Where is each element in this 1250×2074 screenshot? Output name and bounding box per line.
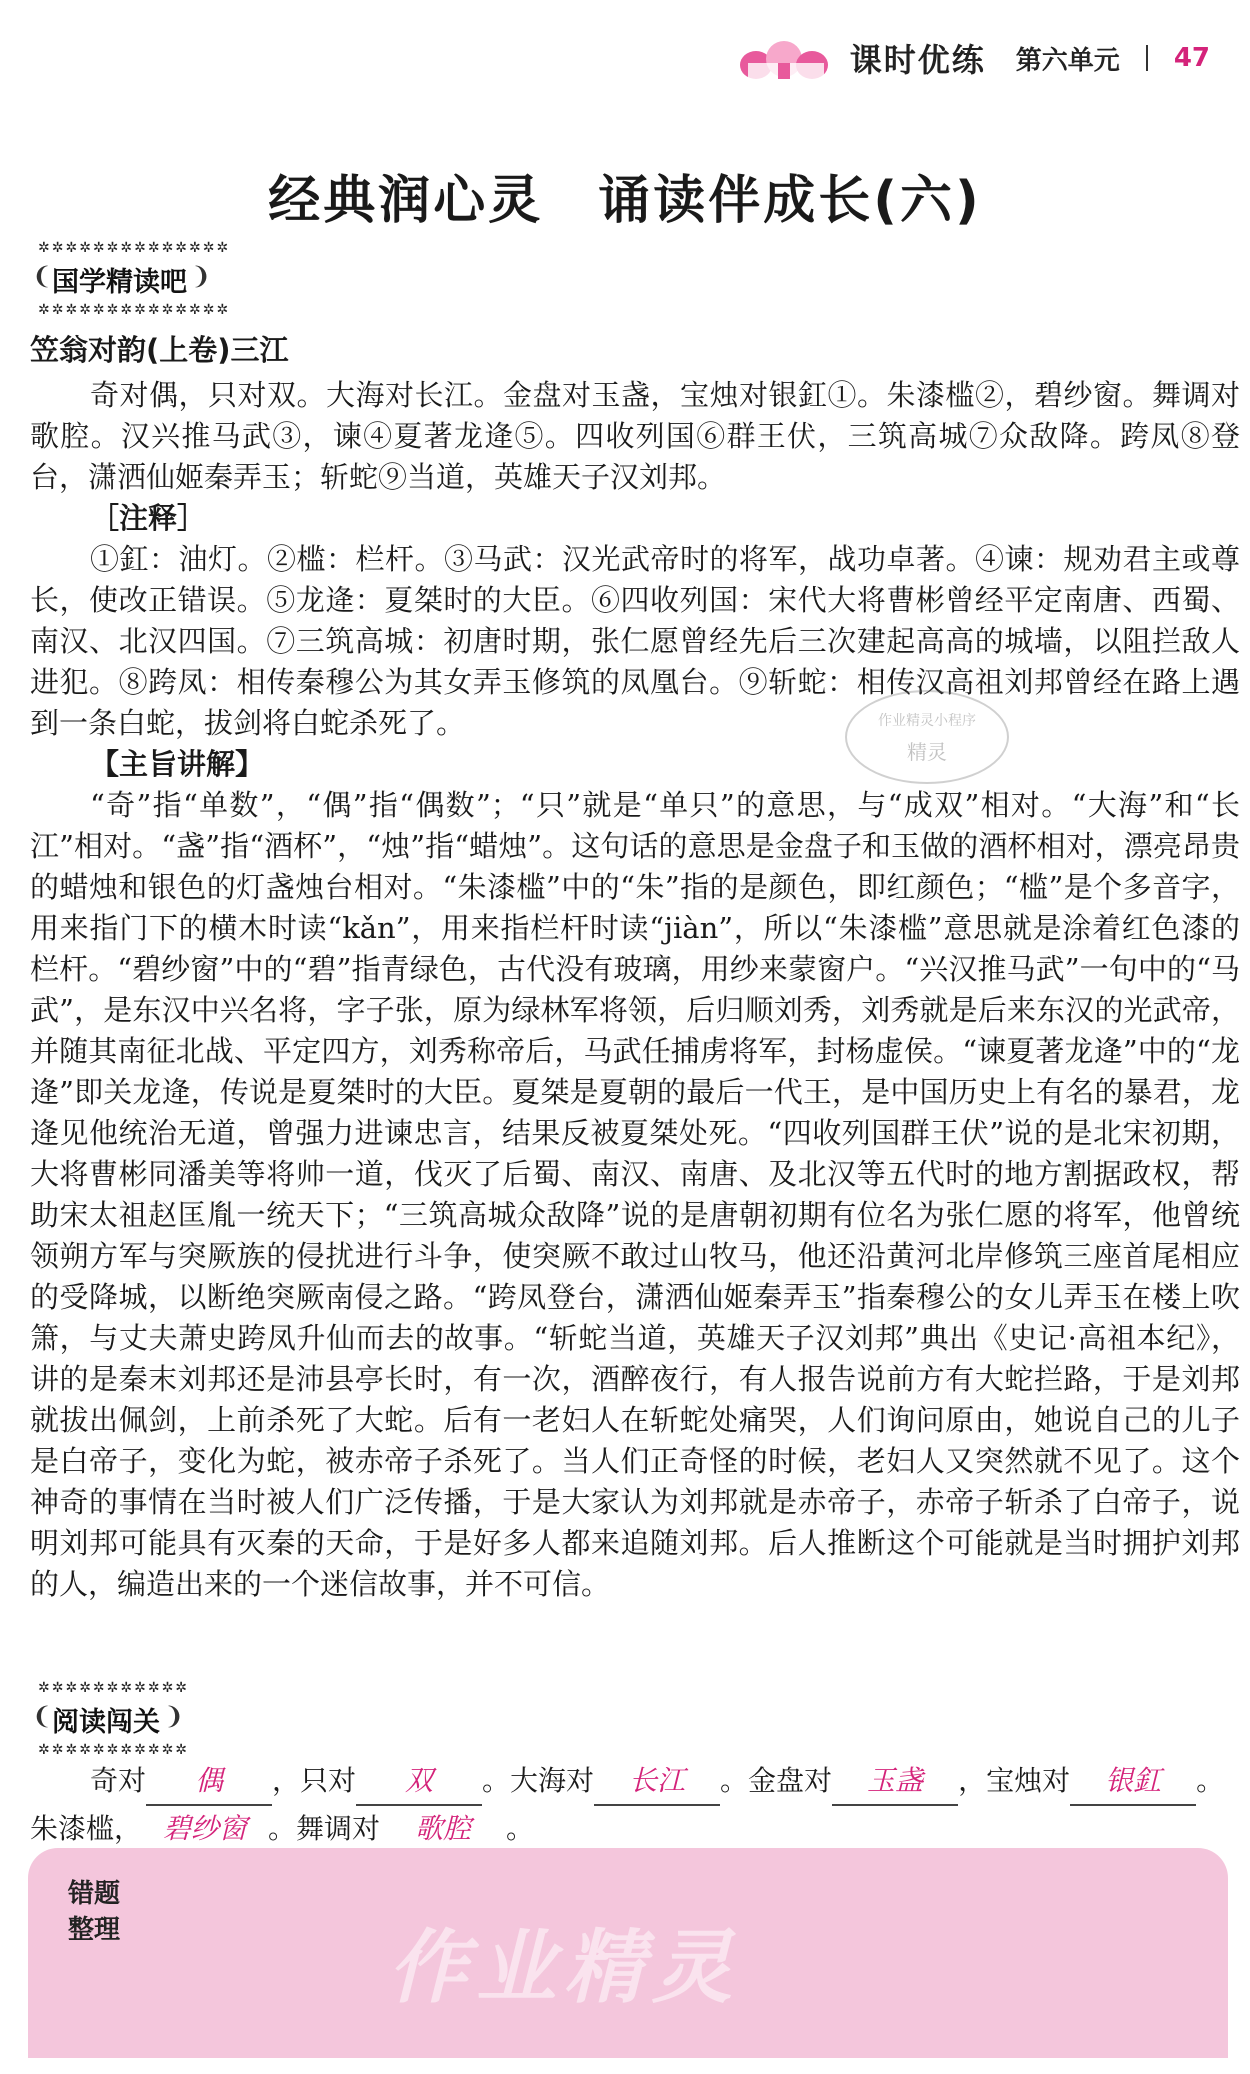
- right-bracket-ornament: ❩: [163, 1702, 184, 1730]
- section-label-reading: [28, 1680, 190, 1758]
- explanation-heading: 【主旨讲解】: [90, 747, 265, 781]
- exercise-text: ，宝烛对: [958, 1764, 1071, 1797]
- star-border-bottom: ✲✲✲✲✲✲✲✲✲✲✲✲✲✲: [38, 302, 231, 318]
- exercise-text: 。: [506, 1812, 535, 1845]
- star-border-top: ✲✲✲✲✲✲✲✲✲✲✲: [38, 1680, 190, 1696]
- exercise-text: 。金盘对: [720, 1764, 833, 1797]
- answer-blank[interactable]: 歌腔: [380, 1806, 506, 1854]
- answer-blank[interactable]: 双: [356, 1758, 482, 1806]
- stamp-text-mid: 精灵: [907, 740, 947, 764]
- notes-text: ①釭：油灯。②槛：栏杆。③马武：汉光武帝时的将军，战功卓著。④谏：规劝君主或尊长，使改正错误。⑤龙逄：夏桀时的大臣。⑥四收列国：宋代大将曹彬曾经平定南唐、西蜀、南汉、北汉四国。⑦三筑高城：初唐时期，张仁愿曾经先后三次建起高高的城墙，以阻拦敌人进犯。⑧跨凤：相传秦穆公为其女弄玉修筑的凤凰台。⑨斩蛇：相传汉高祖刘邦曾经在路上遇到一条白蛇，拔剑将白蛇杀死了。: [30, 542, 1240, 740]
- left-bracket-ornament: ❨: [32, 262, 53, 290]
- section-label-guoxue: [28, 240, 231, 318]
- answer-blank[interactable]: 碧纱窗: [142, 1806, 268, 1854]
- header-divider: [1146, 45, 1148, 71]
- article-title: 笠翁对韵(上卷)三江: [30, 333, 289, 367]
- article-content: [30, 330, 1240, 1605]
- watermark-text: 作业精灵: [388, 1920, 740, 2014]
- verse-text: 奇对偶，只对双。大海对长江。金盘对玉盏，宝烛对银釭①。朱漆槛②，碧纱窗。舞调对歌腔。汉兴推马武③，谏④夏著龙逄⑤。四收列国⑥群王伏，三筑高城⑦众敌降。跨凤⑧登台，潇洒仙姬秦弄玉；斩蛇⑨当道，英雄天子汉刘邦。: [30, 378, 1240, 494]
- exercise-text: 。大海对: [482, 1764, 595, 1797]
- exercise-text: ，只对: [272, 1764, 357, 1797]
- main-title: 经典润心灵 诵读伴成长(六): [268, 171, 982, 231]
- watermark-stamp: [845, 690, 1009, 784]
- answer-blank[interactable]: 银釭: [1070, 1758, 1196, 1806]
- answer-blank[interactable]: 偶: [146, 1758, 272, 1806]
- section-label-text: 国学精读吧: [52, 266, 187, 298]
- brand-title: 课时优练: [849, 41, 986, 79]
- star-border-bottom: ✲✲✲✲✲✲✲✲✲✲✲: [38, 1742, 190, 1758]
- exercise-text: 。朱漆槛，: [30, 1764, 1225, 1845]
- unit-label: 第六单元: [1015, 45, 1120, 76]
- star-border-top: ✲✲✲✲✲✲✲✲✲✲✲✲✲✲: [38, 240, 231, 256]
- exercise-text: 。舞调对: [268, 1812, 381, 1845]
- answer-blank[interactable]: 长江: [594, 1758, 720, 1806]
- notes-heading: ［注释］: [90, 501, 207, 535]
- right-bracket-ornament: ❩: [190, 262, 211, 290]
- left-bracket-ornament: ❨: [32, 1702, 53, 1730]
- page-number: 47: [1173, 43, 1210, 73]
- answer-blank[interactable]: 玉盏: [832, 1758, 958, 1806]
- section-label-text: 阅读闯关: [52, 1706, 160, 1738]
- book-logo-icon: [738, 33, 834, 83]
- exercise-text: 奇对: [90, 1764, 147, 1797]
- reading-exercise: [30, 1758, 1240, 1854]
- explanation-text: “奇”指“单数”，“偶”指“偶数”；“只”就是“单只”的意思，与“成双”相对。“大海”和“长江”相对。“盏”指“酒杯”，“烛”指“蜡烛”。这句话的意思是金盘子和玉做的酒杯相对，漂亮昂贵的蜡烛和银色的灯盏烛台相对。“朱漆槛”中的“朱”指的是颜色，即红颜色；“槛”是个多音字，用来指门下的横木时读“kǎn”，用来指栏杆时读“jiàn”，所以“朱漆槛”意思就是涂着红色漆的栏杆。“碧纱窗”中的“碧”指青绿色，古代没有玻璃，用纱来蒙窗户。“兴汉推马武”一句中的“马武”，是东汉中兴名将，字子张，原为绿林军将领，后归顺刘秀，刘秀就是后来东汉的光武帝，并随其南征北战、平定四方，刘秀称帝后，马武任捕虏将军，封杨虚侯。“谏夏著龙逄”中的“龙逄”即关龙逄，传说是夏桀时的大臣。夏桀是夏朝的最后一代王，是中国历史上有名的暴君，龙逄见他统治无道，曾强力进谏忠言，结果反被夏桀处死。“四收列国群王伏”说的是北宋初期，大将曹彬同潘美等将帅一道，伐灭了后蜀、南汉、南唐、及北汉等五代时的地方割据政权，帮助宋太祖赵匡胤一统天下；“三筑高城众敌降”说的是唐朝初期有位名为张仁愿的将军，他曾统领朔方军与突厥族的侵扰进行斗争，使突厥不敢过山牧马，他还沿黄河北岸修筑三座首尾相应的受降城，以断绝突厥南侵之路。“跨凤登台，潇洒仙姬秦弄玉”指秦穆公的女儿弄玉在楼上吹箫，与丈夫萧史跨凤升仙而去的故事。“斩蛇当道，英雄天子汉刘邦”典出《史记·高祖本纪》，讲的是秦末刘邦还是沛县亭长时，有一次，酒醉夜行，有人报告说前方有大蛇拦路，于是刘邦就拔出佩剑，上前杀死了大蛇。后有一老妇人在斩蛇处痛哭，人们询问原由，她说自己的儿子是白帝子，变化为蛇，被赤帝子杀死了。当人们正奇怪的时候，老妇人又突然就不见了。这个神奇的事情在当时被人们广泛传播，于是大家认为刘邦就是赤帝子，赤帝子斩杀了白帝子，说明刘邦可能具有灭秦的天命，于是好多人都来追随刘邦。后人推断这个可能就是当时拥护刘邦的人，编造出来的一个迷信故事，并不可信。: [30, 788, 1240, 1601]
- stamp-text-top: 作业精灵小程序: [878, 713, 976, 729]
- wrong-question-label: 错题整理: [68, 1879, 121, 1945]
- page-header: [738, 28, 1210, 88]
- wrong-question-box[interactable]: [28, 1848, 1228, 2058]
